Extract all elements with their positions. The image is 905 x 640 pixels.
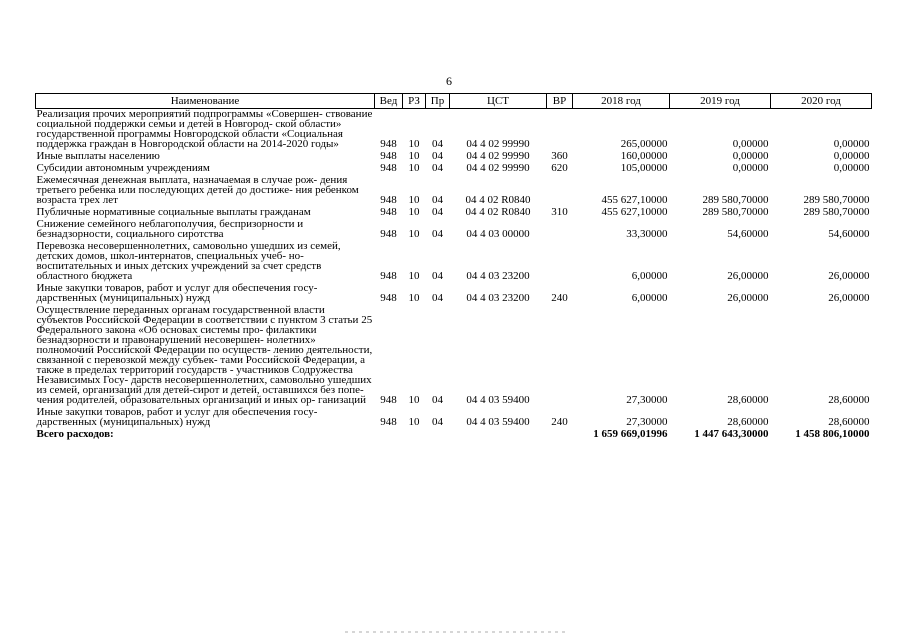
cell-vr (547, 219, 573, 241)
cell-pr: 04 (432, 228, 443, 240)
cell-cst: 04 4 03 00000 (466, 228, 530, 240)
cell-name: Ежемесячная денежная выплата, назначаемая в случае рож- дения третьего ребенка или последующих детей до достиже- ния ребенком возраста трех лет (36, 174, 359, 206)
cell-ved: 948 (380, 292, 397, 304)
cell-name: Субсидии автономным учреждениям (36, 162, 210, 174)
cell-2020: 0,00000 (833, 150, 870, 162)
cell-pr: 04 (432, 292, 443, 304)
cell-pr: 04 (432, 150, 443, 162)
col-header-ved: Вед (375, 94, 403, 109)
total-label: Всего расходов: (36, 428, 114, 440)
cell-rz: 10 (408, 206, 420, 218)
cell-name: Осуществление переданных органам государственной власти субъектов Российской Федерации в соответствии с пунктом 3 статьи 25 Федерального закона «Об основах системы про- филактики безнадзорности и правонарушений несовершен- нолетних» полномочий Российской Федерации по осуществ- лению деятельности, связанной с перевозкой между субъек- тами Российской Федерации, а также в пределах территорий государств - участников Содружества Независимых Госу- дарств несовершеннолетних, самовольно ушедших из семей, организаций для детей-сирот и детей, оставшихся без попе- чения родителей, образовательных организаций и иных ор- ганизаций (36, 304, 373, 406)
table-row (36, 109, 872, 152)
cell-2018: 33,30000 (626, 228, 668, 240)
cell-2020: 54,60000 (828, 228, 870, 240)
cell-2018: 6,00000 (631, 270, 668, 282)
col-header-2018: 2018 год (573, 94, 670, 109)
cell-name: Перевозка несовершеннолетних, самовольно ушедших из семей, детских домов, школ-интернатов, специальных учеб- но-воспитательных и иных детских учреждений за счет средств областного бюджета (36, 240, 341, 282)
cell-2018: 27,30000 (626, 394, 668, 406)
cell-cst: 04 4 03 23200 (466, 270, 530, 282)
cell-2019: 0,00000 (732, 150, 769, 162)
cell-ved: 948 (380, 194, 397, 206)
cell-pr: 04 (432, 162, 443, 174)
cell-2019: 0,00000 (732, 138, 769, 150)
cell-vr: 360 (551, 150, 568, 162)
cell-2019: 26,00000 (727, 292, 769, 304)
cell-2020: 289 580,70000 (803, 194, 870, 206)
col-header-2020: 2020 год (771, 94, 872, 109)
cell-2018: 265,00000 (620, 138, 668, 150)
cell-2019: 289 580,70000 (702, 206, 769, 218)
cell-cst: 04 4 02 R0840 (465, 194, 531, 206)
table-row (36, 219, 872, 241)
cell-ved: 948 (380, 138, 397, 150)
total-2020: 1 458 806,10000 (795, 428, 870, 440)
cell-cst: 04 4 03 23200 (466, 292, 530, 304)
cell-cst: 04 4 03 59400 (466, 394, 530, 406)
cell-ved: 948 (380, 394, 397, 406)
cell-pr: 04 (432, 394, 443, 406)
cell-2019: 28,60000 (727, 416, 769, 428)
cell-name: Иные выплаты населению (36, 150, 160, 162)
cell-2018: 6,00000 (631, 292, 668, 304)
col-header-pr: Пр (426, 94, 450, 109)
cell-2019: 289 580,70000 (702, 194, 769, 206)
budget-table (35, 93, 872, 439)
total-2019: 1 447 643,30000 (694, 428, 769, 440)
cell-2020: 0,00000 (833, 138, 870, 150)
cell-rz: 10 (408, 150, 420, 162)
cell-2019: 28,60000 (727, 394, 769, 406)
cell-2018: 105,00000 (620, 162, 668, 174)
col-header-2019: 2019 год (670, 94, 771, 109)
cell-rz: 10 (408, 394, 420, 406)
col-header-vr: ВР (547, 94, 573, 109)
page-number: 6 (446, 74, 452, 88)
col-header-name: Наименование (36, 94, 375, 109)
cell-2018: 455 627,10000 (601, 206, 668, 218)
cell-rz: 10 (408, 416, 420, 428)
cell-ved: 948 (380, 416, 397, 428)
cell-2020: 28,60000 (828, 416, 870, 428)
cell-pr: 04 (432, 138, 443, 150)
col-header-cst: ЦСТ (450, 94, 547, 109)
table-row (36, 283, 872, 305)
cell-rz: 10 (408, 194, 420, 206)
cell-name: Реализация прочих мероприятий подпрограммы «Совершен- ствование социальной поддержки семьи и детей в Новгород- ской области» государственной программы Новгородской области «Социальная поддержка граждан в Новгородской области на 2014-2020 годы» (36, 108, 373, 150)
cell-2020: 0,00000 (833, 162, 870, 174)
scan-artifact (345, 631, 565, 633)
cell-vr: 240 (551, 416, 568, 428)
cell-cst: 04 4 03 59400 (466, 416, 530, 428)
cell-2020: 28,60000 (828, 394, 870, 406)
table-row (36, 407, 872, 429)
cell-2018: 27,30000 (626, 416, 668, 428)
cell-2020: 289 580,70000 (803, 206, 870, 218)
table-row (36, 175, 872, 207)
table-row (36, 305, 872, 407)
table-header-row (36, 94, 872, 109)
total-2018: 1 659 669,01996 (593, 428, 668, 440)
cell-2018: 455 627,10000 (601, 194, 668, 206)
cell-vr: 620 (551, 162, 568, 174)
cell-pr: 04 (432, 206, 443, 218)
cell-rz: 10 (408, 292, 420, 304)
cell-2020: 26,00000 (828, 270, 870, 282)
cell-ved: 948 (380, 270, 397, 282)
total-row (36, 429, 872, 439)
cell-name: Публичные нормативные социальные выплаты гражданам (36, 206, 311, 218)
cell-2019: 0,00000 (732, 162, 769, 174)
cell-vr (547, 109, 573, 152)
cell-vr: 240 (551, 292, 568, 304)
cell-cst: 04 4 02 99990 (466, 150, 530, 162)
table-row (36, 241, 872, 283)
cell-vr (547, 305, 573, 407)
cell-pr: 04 (432, 270, 443, 282)
cell-cst: 04 4 02 99990 (466, 138, 530, 150)
cell-rz: 10 (408, 138, 420, 150)
cell-rz: 10 (408, 162, 420, 174)
cell-name: Иные закупки товаров, работ и услуг для обеспечения госу- дарственных (муниципальных) нужд (36, 282, 318, 304)
cell-2019: 54,60000 (727, 228, 769, 240)
cell-rz: 10 (408, 270, 420, 282)
cell-ved: 948 (380, 206, 397, 218)
cell-cst: 04 4 02 R0840 (465, 206, 531, 218)
col-header-rz: РЗ (403, 94, 426, 109)
cell-2018: 160,00000 (620, 150, 668, 162)
cell-vr (547, 175, 573, 207)
cell-ved: 948 (380, 228, 397, 240)
cell-ved: 948 (380, 162, 397, 174)
cell-rz: 10 (408, 228, 420, 240)
cell-name: Иные закупки товаров, работ и услуг для обеспечения госу- дарственных (муниципальных) нужд (36, 406, 318, 428)
cell-2019: 26,00000 (727, 270, 769, 282)
cell-name: Снижение семейного неблагополучия, беспризорности и безнадзорности, социального сиротства (36, 218, 304, 240)
cell-cst: 04 4 02 99990 (466, 162, 530, 174)
cell-pr: 04 (432, 194, 443, 206)
cell-2020: 26,00000 (828, 292, 870, 304)
cell-ved: 948 (380, 150, 397, 162)
cell-pr: 04 (432, 416, 443, 428)
cell-vr: 310 (551, 206, 568, 218)
cell-vr (547, 241, 573, 283)
